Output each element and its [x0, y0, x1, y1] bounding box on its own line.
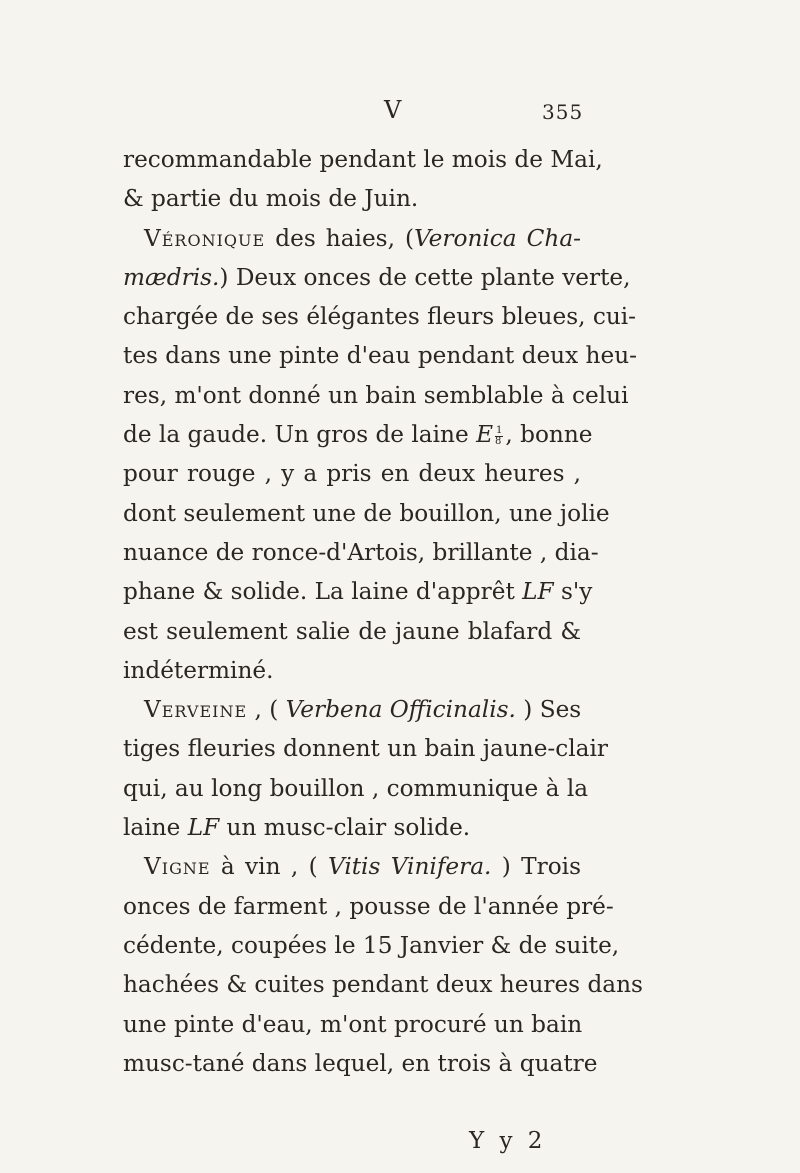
text-line: de la gaude. Un gros de laine E $\frac{1}{8}$ , bonne: [123, 421, 593, 449]
body-text: [123, 140, 643, 1083]
text-line: est seulement salie de jaune blafard &: [123, 617, 581, 645]
entry-verveine: Verveine , ( Verbena Officinalis. ) Ses: [144, 696, 582, 724]
text-line: laine LF un musc-clair solide.: [123, 814, 471, 842]
text-line: tes dans une pinte d'eau pendant deux heu-: [123, 342, 637, 370]
wool-grade: LF: [522, 578, 554, 606]
text-line: chargée de ses élégantes fleurs bleues, cui-: [123, 303, 637, 331]
text-line: recommandable pendant le mois de Mai,: [123, 146, 603, 173]
text-line: onces de farment , pousse de l'année pré-: [123, 892, 614, 920]
text-line: & partie du mois de Juin.: [123, 185, 419, 213]
text-line: indéterminé.: [123, 656, 274, 684]
text-line: cédente, coupées le 15 Janvier & de suite,: [123, 931, 620, 959]
entry-veronique: Véronique des haies, (Veronica Cha-: [144, 224, 581, 252]
entry-heading: Véronique: [144, 224, 266, 252]
text-line: tiges fleuries donnent un bain jaune-clair: [123, 735, 608, 763]
latin-name: Verbena Officinalis.: [285, 696, 516, 724]
text-line: pour rouge , y a pris en deux heures ,: [123, 460, 581, 488]
text-line: hachées & cuites pendant deux heures dans: [123, 971, 643, 999]
latin-name: Vitis Vinifera.: [327, 853, 492, 881]
entry-heading: Verveine: [144, 696, 248, 724]
page-number: 355: [542, 100, 584, 124]
text-line: res, m'ont donné un bain semblable à celui: [123, 381, 629, 409]
text-line: phane & solide. La laine d'apprêt LF s'y: [123, 578, 593, 606]
latin-name: mædris.: [123, 263, 220, 291]
wool-grade: E: [476, 421, 494, 449]
text-line: dont seulement une de bouillon, une jolie: [123, 499, 610, 527]
entry-vigne: Vigne à vin , ( Vitis Vinifera. ) Trois: [144, 853, 581, 881]
text-line: musc-tané dans lequel, en trois à quatre: [123, 1049, 598, 1077]
entry-heading: Vigne: [144, 853, 211, 881]
text-line: une pinte d'eau, m'ont procuré un bain: [123, 1010, 583, 1038]
wool-grade: LF: [187, 814, 220, 842]
gathering-signature: V: [384, 96, 403, 124]
latin-name: Veronica Cha-: [414, 224, 581, 252]
signature-mark: Y y 2: [469, 1128, 547, 1154]
fraction: $\frac{1}{8}$: [495, 424, 503, 447]
page-header: [0, 96, 800, 136]
text-line: mædris.) Deux onces de cette plante verte,: [123, 263, 631, 291]
text-line: nuance de ronce-d'Artois, brillante , dia-: [123, 538, 599, 566]
text-line: qui, au long bouillon , communique à la: [123, 774, 589, 802]
